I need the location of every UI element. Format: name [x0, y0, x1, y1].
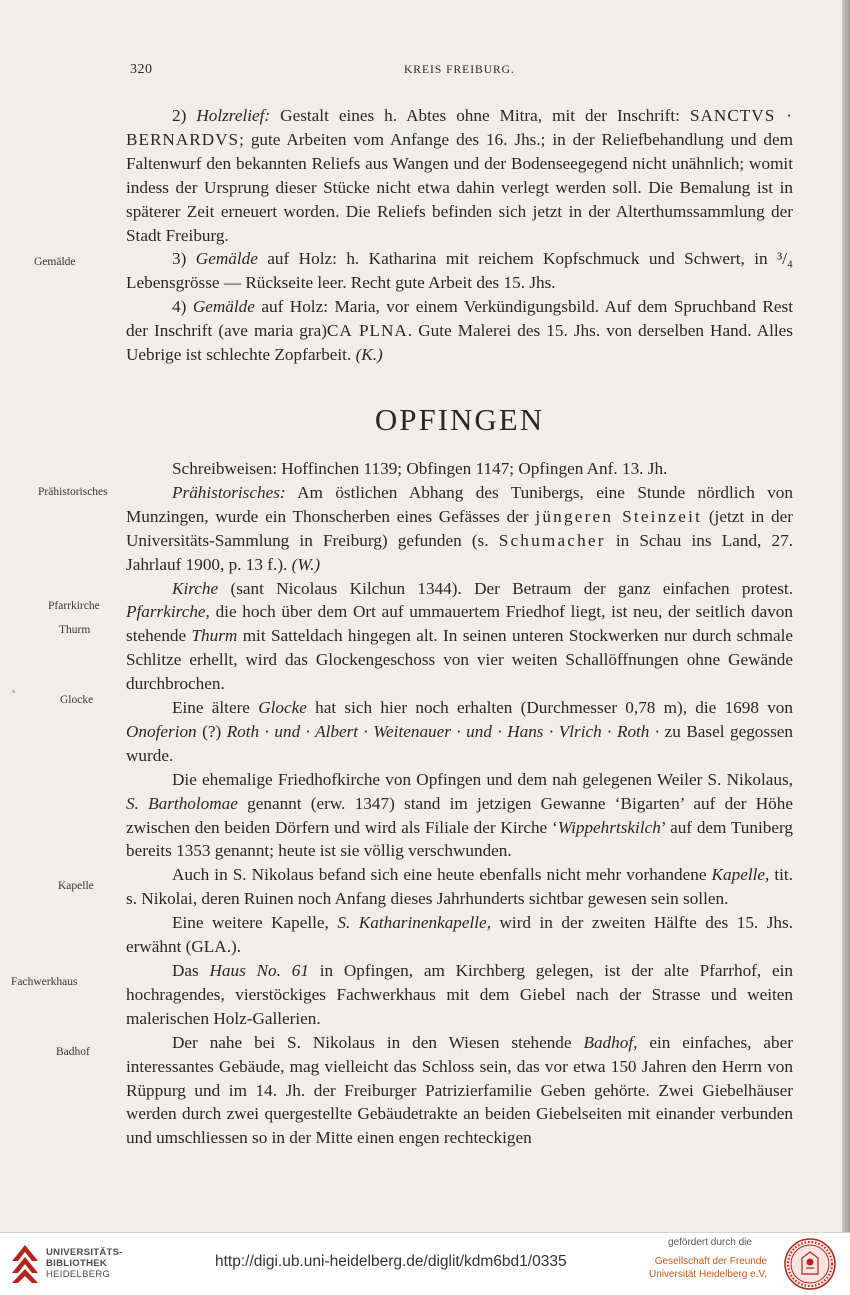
paragraph-holzrelief: [126, 104, 793, 247]
bell-inscription: Onoferion: [126, 721, 197, 741]
term-wippehrtskilch: Wippehrtskilch: [557, 817, 661, 837]
paragraph-fachwerkhaus: [126, 959, 793, 1031]
university-seal-icon: [784, 1238, 836, 1290]
paragraph-schreibweisen: Schreibweisen: Hoffinchen 1139; Obfingen 1147; Opfingen Anf. 13. Jh.: [172, 458, 668, 478]
section-title: OPFINGEN: [374, 401, 545, 437]
margin-note-gemaelde: Gemälde: [34, 256, 76, 268]
page-number: 320: [130, 62, 153, 77]
library-name-line: UNIVERSITÄTS-: [46, 1247, 123, 1258]
text: Lebensgrösse — Rückseite leer. Recht gute Arbeit des 15. Jhs.: [126, 273, 556, 293]
spaced-author: Schumacher: [498, 530, 606, 550]
fraction: ³/₄: [777, 249, 793, 269]
text: . Gute Malerei des 15. Jhs. von derselben Hand. Alles Uebrige ist schlechte Zopfarbeit.: [126, 321, 793, 365]
term-bartholomae: S. Bartholomae: [126, 793, 238, 813]
text: Die ehemalige Friedhofkirche von Opfingen und dem nah gelegenen Weiler S. Nikolaus,: [172, 769, 793, 789]
permalink-url[interactable]: http://digi.ub.uni-heidelberg.de/diglit/kdm6bd1/0335: [215, 1253, 567, 1270]
term-kirche: Kirche: [172, 578, 219, 598]
term-pfarrkirche: Pfarrkirche,: [126, 602, 210, 622]
running-head: KREIS FREIBURG.: [404, 64, 515, 76]
scan-speck: [12, 690, 15, 693]
margin-note-glocke: Glocke: [60, 694, 94, 706]
margin-note-badhof: Badhof: [56, 1046, 90, 1058]
text: wird in der zweiten Hälfte des 15. Jhs. erwähnt (GLA.).: [126, 913, 793, 957]
text: Gestalt eines h. Abtes ohne Mitra, mit der Inschrift:: [270, 106, 690, 125]
term-glocke: Glocke: [258, 698, 307, 718]
paragraph-gemaelde-maria: [126, 295, 793, 367]
author-initial: (W.): [291, 554, 321, 574]
library-name-line: HEIDELBERG: [46, 1269, 111, 1280]
text: Das: [172, 961, 210, 980]
text: zu Basel gegossen wurde.: [126, 721, 794, 765]
text: die hoch über dem Ort auf ummauertem Friedhof liegt, ist neu, der seitlich davon stehende: [126, 602, 793, 646]
text: Der nahe bei S. Nikolaus in den Wiesen stehende: [172, 1032, 584, 1052]
body-text: [126, 104, 793, 1150]
text: Am östlichen Abhang des Tunibergs, eine Stunde nördlich von Munzingen, wurde ein Thonscherben eines Gefässes der: [126, 482, 793, 526]
library-name: [46, 1247, 123, 1280]
margin-note-fachwerkhaus: Fachwerkhaus: [11, 976, 78, 988]
inscription: SANCTVS · BERNARDVS: [126, 106, 793, 149]
text: ’ auf dem Tuniberg bereits 1353 genannt; heute ist sie völlig verschwunden.: [126, 817, 793, 861]
term-katharinenkapelle: S. Katharinenkapelle,: [337, 913, 491, 933]
paragraph-friedhofkirche: [126, 768, 793, 864]
text: genannt (erw. 1347) stand im jetzigen Gewanne ‘Bigarten’ auf der Höhe zwischen den beiden Dörfern und wird als Filiale der Kirche ‘: [126, 793, 793, 837]
term-holzrelief: Holzrelief:: [196, 106, 271, 125]
funded-by-label: gefördert durch die: [668, 1237, 752, 1248]
item-number: 4): [172, 297, 193, 317]
paragraph-gemaelde-katharina: [126, 247, 793, 295]
paragraph-kirche: [126, 577, 793, 697]
paragraph-badhof: [126, 1031, 793, 1151]
term-praehistorisches: Prähistorisches:: [172, 482, 286, 502]
paragraph-kapelle: [126, 863, 793, 911]
paragraph-katharinenkapelle: [126, 911, 793, 959]
text: ; gute Arbeiten vom Anfange des 16. Jhs.; in der Reliefbehandlung und dem Faltenwurf den bekannten Reliefs aus Wangen und der Bodenseegegend nicht unähnlich; womit indess der Ursprung dieser Stücke nicht etwa dahin verlegt werden soll. Die Bemalung ist in späterer Zeit erneuert worden. Die Reliefs befinden sich jetzt in der Alterthumssammlung der Stadt Freiburg.: [126, 129, 793, 245]
margin-note-thurm: Thurm: [59, 624, 91, 636]
text: tit. s. Nikolai, deren Ruinen noch Anfang dieses Jahrhunderts sichtbar gewesen sein sollen.: [126, 865, 794, 909]
term-badhof: Badhof,: [583, 1032, 638, 1052]
text: mit Satteldach hingegen alt. In seinen unteren Stockwerken nur durch schmale Schlitze erhellt, wird das Glockengeschoss von vier weiten Schallöffnungen ohne Gewände durchbrochen.: [126, 626, 793, 694]
ub-heidelberg-logo-icon[interactable]: [10, 1243, 40, 1285]
text: (sant Nicolaus Kilchun 1344). Der Betraum der ganz einfachen protest.: [218, 578, 793, 598]
margin-note-praehistorisches: Prähistorisches: [38, 486, 108, 498]
text: ein einfaches, aber interessantes Gebäude, mag vielleicht das Schloss sein, das vor etwa 150 Jahren den Herrn von Rüppurg und im 14. Jh. der Freiburger Patrizierfamilie Geben gehörte. Zwei Giebelhäuser werden durch zwei quergestellte Gebäudetrakte an beiden Giebelseiten mit einander verbunden und umschliessen so in der Mitte einen engen rechteckigen: [126, 1032, 793, 1148]
term-haus-no-61: Haus No. 61: [209, 961, 309, 980]
term-thurm: Thurm: [191, 626, 238, 646]
text: Eine ältere: [172, 698, 259, 718]
text: hat sich hier noch erhalten (Durchmesser 0,78 m), die 1698 von: [306, 698, 793, 718]
term-gemaelde: Gemälde: [195, 249, 258, 269]
society-name[interactable]: [647, 1255, 767, 1281]
margin-note-kapelle: Kapelle: [58, 880, 94, 892]
term-gemaelde: Gemälde: [192, 297, 255, 317]
society-name-line: Gesellschaft der Freunde: [654, 1256, 767, 1267]
inscription: CA PLNA: [326, 321, 408, 341]
viewer-footer: [0, 1232, 850, 1295]
text: Eine weitere Kapelle,: [172, 913, 338, 933]
item-number: 2): [172, 106, 197, 125]
margin-note-pfarrkirche: Pfarrkirche: [48, 600, 100, 612]
text: (jetzt in der Universitäts-Sammlung in Freiburg) gefunden (s.: [126, 506, 794, 550]
text: in Opfingen, am Kirchberg gelegen, ist der alte Pfarrhof, ein hochragendes, vierstöckiges Fachwerkhaus mit dem Giebel nach der Strasse und weiten malerischen Holz-Gallerien.: [126, 961, 793, 1028]
page-edge-shadow: [842, 0, 850, 1232]
bell-inscription: Roth · und · Albert · Weitenauer · und · Hans · Vlrich · Roth ·: [226, 721, 660, 741]
text: in Schau ins Land, 27. Jahrlauf 1900, p. 13 f.).: [126, 530, 793, 574]
text: Auch in S. Nikolaus befand sich eine heute ebenfalls nicht mehr vorhandene: [172, 865, 712, 885]
library-name-line: BIBLIOTHEK: [46, 1258, 108, 1269]
term-kapelle: Kapelle,: [711, 865, 770, 885]
text: auf Holz: h. Katharina mit reichem Kopfschmuck und Schwert, in: [257, 249, 778, 269]
item-number: 3): [172, 249, 196, 269]
text: auf Holz: Maria, vor einem Verkündigungsbild. Auf dem Spruchband Rest der Inschrift (ave maria gra): [126, 297, 793, 341]
author-initial: (K.): [355, 345, 383, 365]
paragraph-glocke: [126, 696, 793, 768]
text: (?): [196, 721, 227, 741]
society-name-line: Universität Heidelberg e.V.: [648, 1269, 767, 1280]
spaced-term: jüngeren Steinzeit: [535, 506, 703, 526]
paragraph-praehistorisches: [126, 481, 793, 577]
